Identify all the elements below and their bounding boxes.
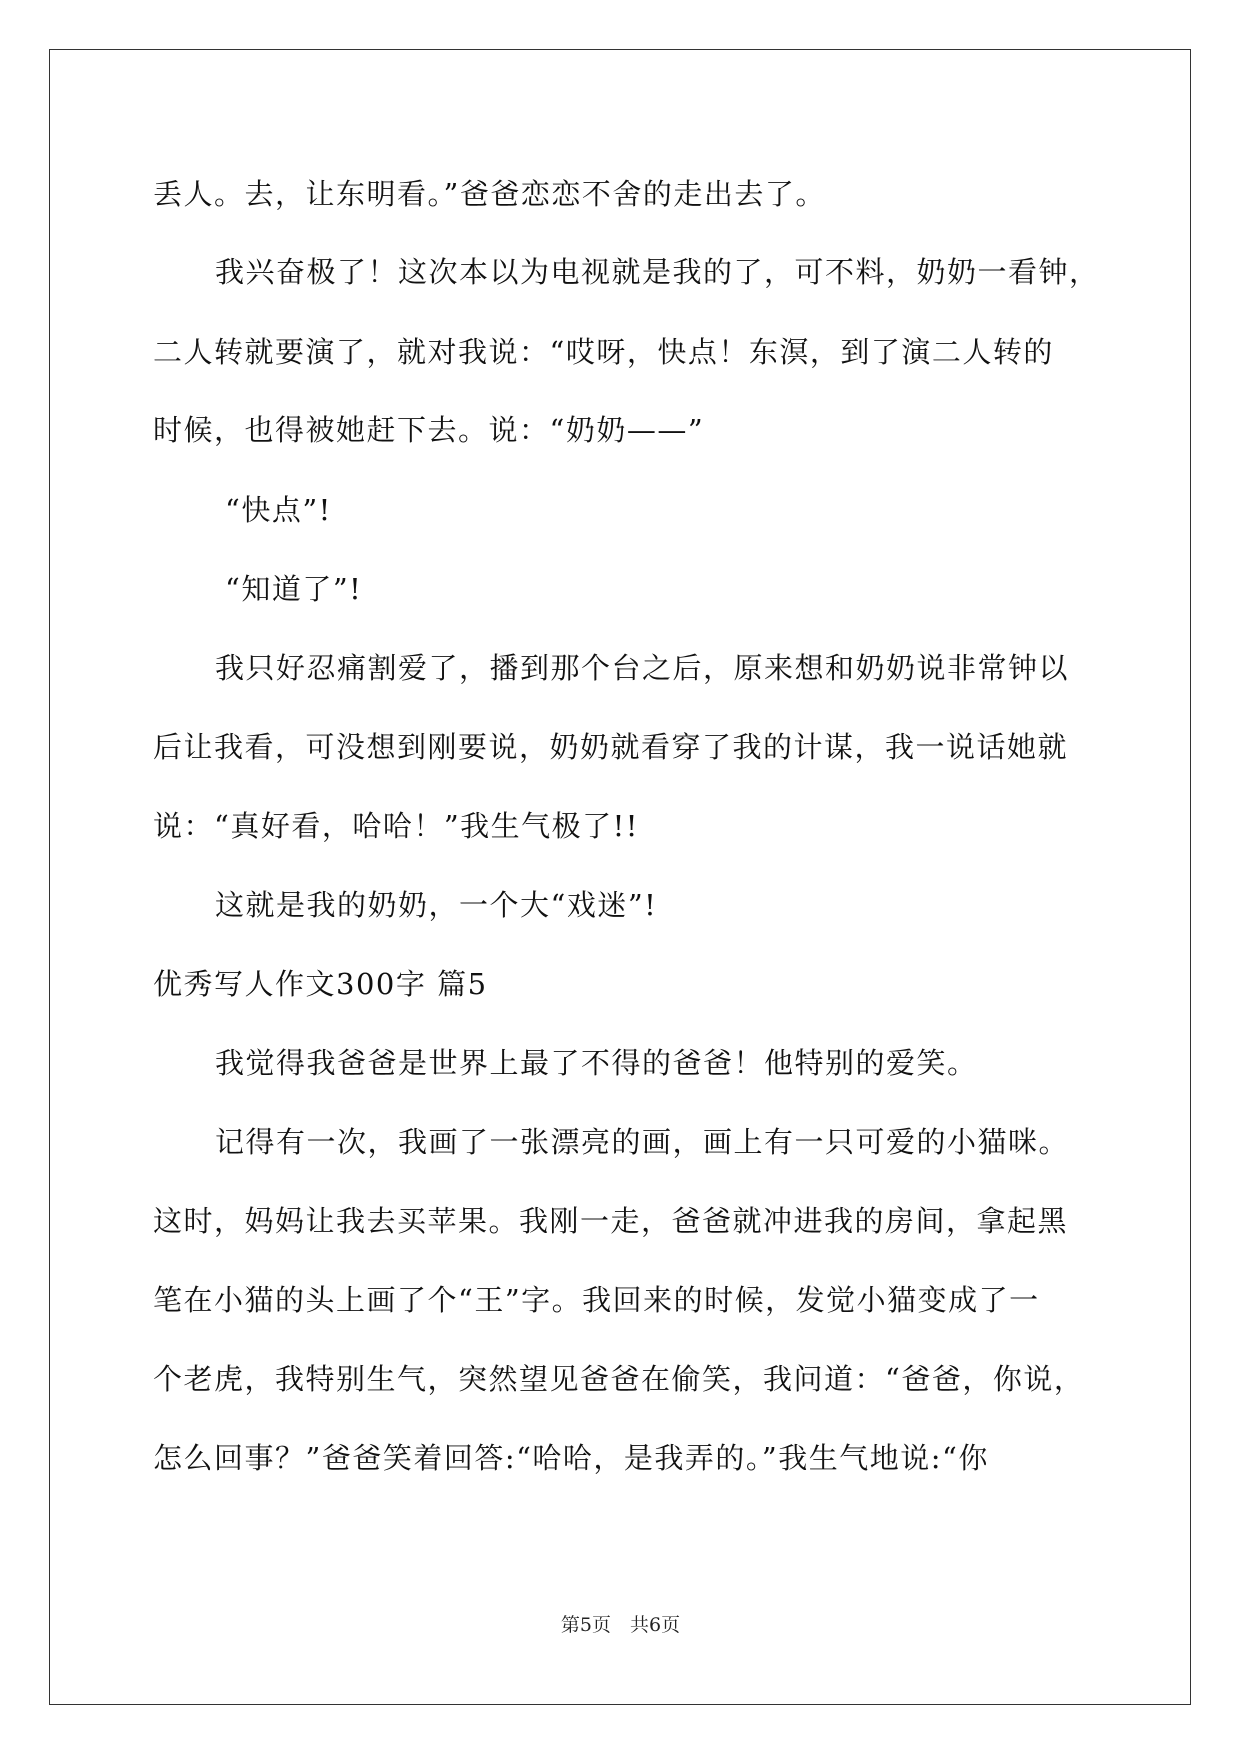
dialogue-line: “快点”! [225, 493, 332, 527]
text-line: 这时，妈妈让我去买苹果。我刚一走，爸爸就冲进我的房间，拿起黑 [153, 1204, 1069, 1238]
text-line: 怎么回事？”爸爸笑着回答:“哈哈，是我弄的。”我生气地说:“你 [153, 1441, 989, 1475]
text-line: 说：“真好看，哈哈！”我生气极了!! [153, 809, 639, 843]
text-line: 个老虎，我特别生气，突然望见爸爸在偷笑，我问道：“爸爸，你说， [153, 1362, 1085, 1396]
page-number: 第5页 共6页 [560, 1614, 681, 1636]
text-line: 我觉得我爸爸是世界上最了不得的爸爸！他特别的爱笑。 [215, 1046, 978, 1080]
text-line: 二人转就要演了，就对我说：“哎呀，快点！东溟，到了演二人转的 [153, 335, 1054, 369]
text-line: 丢人。去，让东明看。”爸爸恋恋不舍的走出去了。 [153, 177, 826, 211]
dialogue-line: “知道了”! [225, 572, 363, 606]
section-heading: 优秀写人作文300字 篇5 [153, 967, 488, 1001]
text-line: 记得有一次，我画了一张漂亮的画，画上有一只可爱的小猫咪。 [215, 1125, 1070, 1159]
text-line: 笔在小猫的头上画了个“王”字。我回来的时候，发觉小猫变成了一 [153, 1283, 1040, 1317]
text-line: 这就是我的奶奶，一个大“戏迷”! [215, 888, 658, 922]
text-line: 我兴奋极了！这次本以为电视就是我的了，可不料，奶奶一看钟， [215, 255, 1100, 289]
text-line: 我只好忍痛割爱了，播到那个台之后，原来想和奶奶说非常钟以 [215, 651, 1070, 685]
text-line: 时候，也得被她赶下去。说：“奶奶——” [153, 413, 705, 447]
text-line: 后让我看，可没想到刚要说，奶奶就看穿了我的计谋，我一说话她就 [153, 730, 1069, 764]
